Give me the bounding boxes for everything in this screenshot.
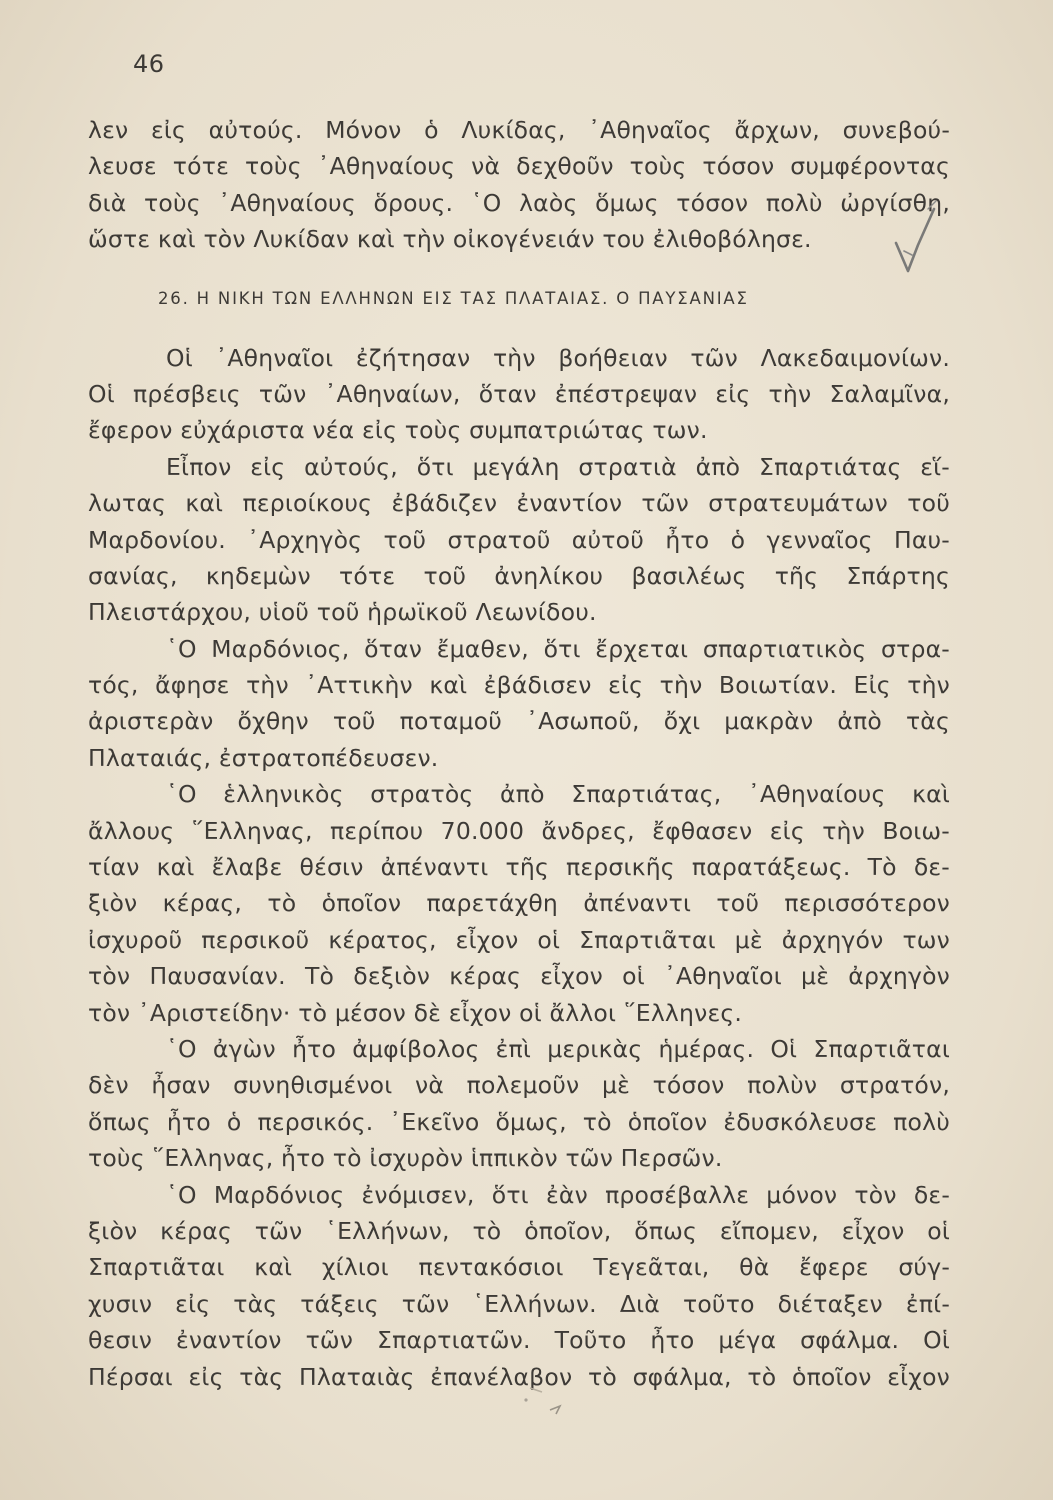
text-line: τὸν ᾿Αριστείδην· τὸ μέσον δὲ εἶχον οἱ ἄλλοι ῞Ελληνες. — [88, 998, 743, 1027]
pencil-smudge-icon — [520, 1380, 580, 1430]
pencil-checkmark-icon — [888, 195, 968, 275]
text-line: τός, ἄφησε τὴν ᾿Αττικὴν καὶ ἐβάδισεν εἰς τὴν Βοιωτίαν. Εἰς τὴν — [88, 671, 950, 700]
text-line: λευσε τότε τοὺς ᾿Αθηναίους νὰ δεχθοῦν τοὺς τόσον συμφέροντας — [88, 152, 950, 181]
paragraph-first-line: ῾Ο ἀγὼν ἦτο ἀμφίβολος ἐπὶ μερικὰς ἡμέρας. Οἱ Σπαρτιᾶται — [166, 1034, 950, 1063]
text-line: ἀριστερὰν ὄχθην τοῦ ποταμοῦ ᾿Ασωποῦ, ὄχι μακρὰν ἀπὸ τὰς — [88, 707, 950, 736]
paragraph-first-line: Εἶπον εἰς αὐτούς, ὅτι μεγάλη στρατιὰ ἀπὸ Σπαρτιάτας εἵ- — [166, 452, 950, 481]
page-number: 46 — [133, 50, 165, 78]
text-line: ἄλλους ῞Ελληνας, περίπου 70.000 ἄνδρες, ἔφθασεν εἰς τὴν Βοιω- — [88, 816, 950, 845]
text-line: ξιὸν κέρας τῶν ῾Ελλήνων, τὸ ὁποῖον, ὅπως εἴπομεν, εἶχον οἱ — [88, 1216, 950, 1245]
text-line: σανίας, κηδεμὼν τότε τοῦ ἀνηλίκου βασιλέως τῆς Σπάρτης — [88, 561, 950, 590]
text-line: τοὺς ῞Ελληνας, ἦτο τὸ ἰσχυρὸν ἱππικὸν τῶν Περσῶν. — [88, 1144, 723, 1173]
text-line: Μαρδονίου. ᾿Αρχηγὸς τοῦ στρατοῦ αὐτοῦ ἦτο ὁ γενναῖος Παυ- — [88, 525, 950, 554]
text-line: τίαν καὶ ἔλαβε θέσιν ἀπέναντι τῆς περσικῆς παρατάξεως. Τὸ δε- — [88, 853, 950, 882]
text-line: λεν εἰς αὐτούς. Μόνον ὁ Λυκίδας, ᾿Αθηναῖος ἄρχων, συνεβού- — [88, 116, 950, 144]
text-line: ἔφερον εὐχάριστα νέα εἰς τοὺς συμπατριώτας των. — [88, 416, 708, 445]
text-line: ὅπως ἦτο ὁ περσικός. ᾿Εκεῖνο ὅμως, τὸ ὁποῖον ἐδυσκόλευσε πολὺ — [88, 1107, 950, 1136]
text-line: τὸν Παυσανίαν. Τὸ δεξιὸν κέρας εἶχον οἱ ᾿Αθηναῖοι μὲ ἀρχηγὸν — [88, 962, 950, 991]
text-line: ξιὸν κέρας, τὸ ὁποῖον παρετάχθη ἀπέναντι τοῦ περισσότερον — [88, 889, 950, 918]
text-line: ἰσχυροῦ περσικοῦ κέρατος, εἶχον οἱ Σπαρτιᾶται μὲ ἀρχηγόν των — [88, 925, 950, 954]
section-heading: 26. Η ΝΙΚΗ ΤΩΝ ΕΛΛΗΝΩΝ ΕΙΣ ΤΑΣ ΠΛΑΤΑΙΑΣ. Ο ΠΑΥΣΑΝΙΑΣ — [158, 288, 749, 308]
text-line: λωτας καὶ περιοίκους ἐβάδιζεν ἐναντίον τῶν στρατευμάτων τοῦ — [88, 489, 950, 518]
paragraph-first-line: ῾Ο ἑλληνικὸς στρατὸς ἀπὸ Σπαρτιάτας, ᾿Αθηναίους καὶ — [166, 780, 950, 809]
text-line: Πλαταιάς, ἐστρατοπέδευσεν. — [88, 743, 439, 772]
text-line: διὰ τοὺς ᾿Αθηναίους ὅρους. ῾Ο λαὸς ὅμως τόσον πολὺ ὠργίσθη, — [88, 188, 950, 217]
paragraph-first-line: Οἱ ᾿Αθηναῖοι ἐζήτησαν τὴν βοήθειαν τῶν Λακεδαιμονίων. — [166, 343, 950, 372]
text-line: Πέρσαι εἰς τὰς Πλαταιὰς ἐπανέλαβον τὸ σφάλμα, τὸ ὁποῖον εἶχον — [88, 1362, 950, 1391]
text-line: δὲν ἦσαν συνηθισμένοι νὰ πολεμοῦν μὲ τόσον πολὺν στρατόν, — [88, 1071, 950, 1100]
paragraph-first-line: ῾Ο Μαρδόνιος, ὅταν ἔμαθεν, ὅτι ἔρχεται σπαρτιατικὸς στρα- — [166, 634, 950, 663]
text-line: Σπαρτιᾶται καὶ χίλιοι πεντακόσιοι Τεγεᾶται, θὰ ἔφερε σύγ- — [88, 1253, 950, 1282]
text-line: χυσιν εἰς τὰς τάξεις τῶν ῾Ελλήνων. Διὰ τοῦτο διέταξεν ἐπί- — [88, 1289, 950, 1318]
text-line: Οἱ πρέσβεις τῶν ᾿Αθηναίων, ὅταν ἐπέστρεψαν εἰς τὴν Σαλαμῖνα, — [88, 379, 950, 408]
text-line: θεσιν ἐναντίον τῶν Σπαρτιατῶν. Τοῦτο ἦτο μέγα σφάλμα. Οἱ — [88, 1326, 950, 1355]
text-line: ὥστε καὶ τὸν Λυκίδαν καὶ τὴν οἰκογένειάν του ἐλιθοβόλησε. — [88, 225, 812, 254]
text-block — [88, 112, 950, 1395]
paragraph-first-line: ῾Ο Μαρδόνιος ἐνόμισεν, ὅτι ἐὰν προσέβαλλε μόνον τὸν δε- — [166, 1180, 950, 1209]
text-line: Πλειστάρχου, υἱοῦ τοῦ ἡρωϊκοῦ Λεωνίδου. — [88, 598, 597, 627]
